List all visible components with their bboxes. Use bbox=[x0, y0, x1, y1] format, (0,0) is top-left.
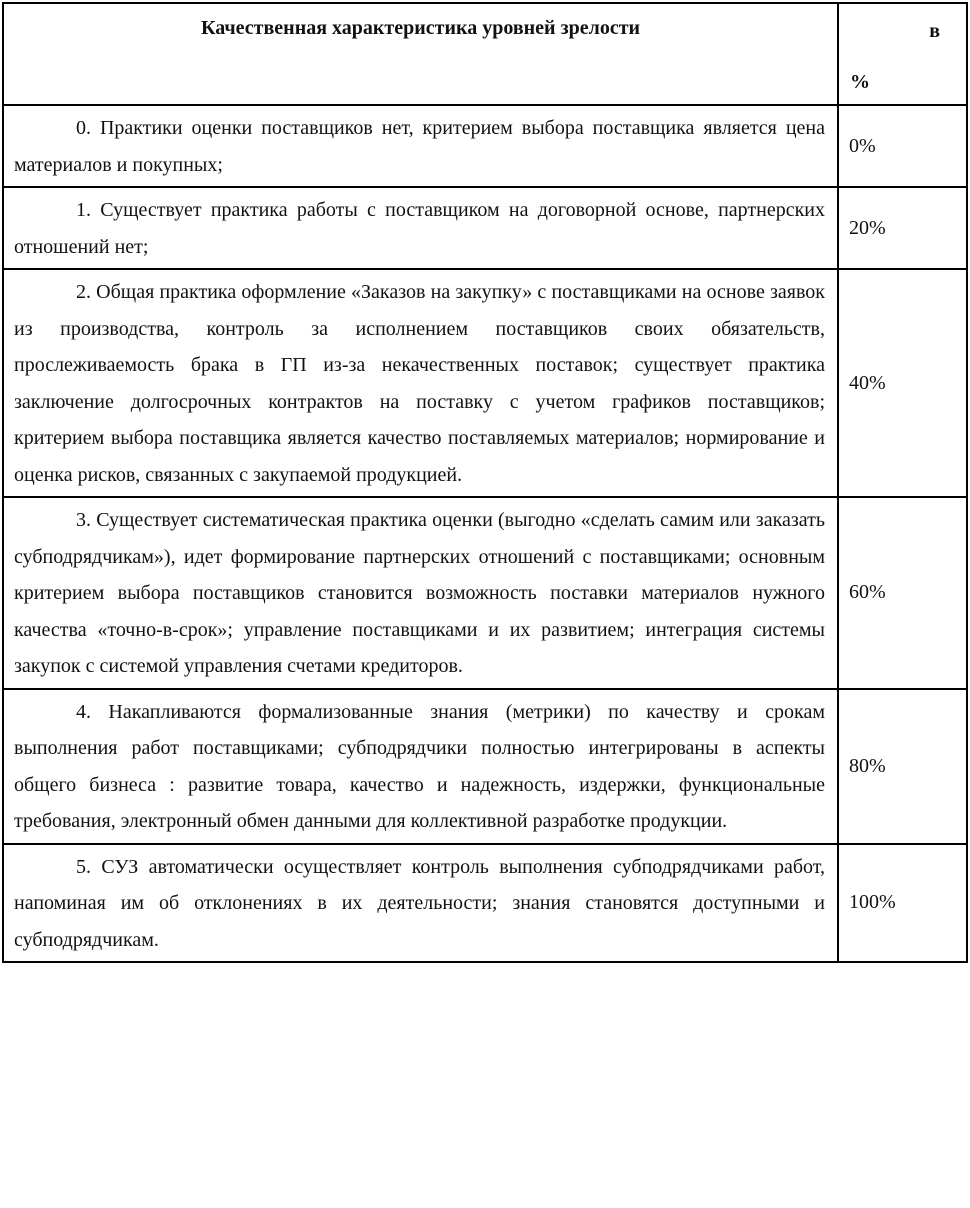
level-4-description: 4. Накапливаются формализованные знания (метрики) по качеству и срокам выполнения работ поставщиками; субподрядчики полностью интегрированы в аспекты общего бизнеса : развитие товара, качество и надежность, издержки, функциональные требования, электронный обмен данными для коллективной разработке продукции. bbox=[14, 700, 825, 832]
level-description-cell bbox=[3, 497, 838, 689]
maturity-levels-table bbox=[2, 2, 968, 963]
level-description-cell bbox=[3, 269, 838, 497]
level-description-cell bbox=[3, 105, 838, 187]
level-5-description: 5. СУЗ автоматически осуществляет контроль выполнения субподрядчиками работ, напоминая им об отклонениях в их деятельности; знания становятся доступными и субподрядчикам. bbox=[14, 855, 825, 951]
level-0-description: 0. Практики оценки поставщиков нет, критерием выбора поставщика является цена материалов и покупных; bbox=[14, 117, 825, 176]
table-row bbox=[3, 689, 967, 844]
level-description-cell bbox=[3, 689, 838, 844]
level-0-percent: 0% bbox=[838, 105, 967, 187]
level-description-cell bbox=[3, 844, 838, 963]
level-4-percent: 80% bbox=[838, 689, 967, 844]
table-row bbox=[3, 187, 967, 269]
header-title-cell: Качественная характеристика уровней зрелости bbox=[3, 3, 838, 105]
table-row bbox=[3, 497, 967, 689]
table-row bbox=[3, 105, 967, 187]
header-unit-bottom: % bbox=[850, 71, 870, 93]
level-3-percent: 60% bbox=[838, 497, 967, 689]
level-1-description: 1. Существует практика работы с поставщиком на договорной основе, партнерских отношений нет; bbox=[14, 199, 825, 258]
header-unit-top: в bbox=[929, 20, 940, 42]
level-3-description: 3. Существует систематическая практика оценки (выгодно «сделать самим или заказать субподрядчикам»), идет формирование партнерских отношений с поставщиками; основным критерием выбора поставщиков становится возможность поставки материалов нужного качества «точно-в-срок»; управление поставщиками и их развитием; интеграция системы закупок с системой управления счетами кредиторов. bbox=[14, 509, 825, 677]
level-5-percent: 100% bbox=[838, 844, 967, 963]
level-2-percent: 40% bbox=[838, 269, 967, 497]
level-description-cell bbox=[3, 187, 838, 269]
header-unit-cell bbox=[838, 3, 967, 105]
level-2-description: 2. Общая практика оформление «Заказов на закупку» с поставщиками на основе заявок из производства, контроль за исполнением поставщиков своих обязательств, прослеживаемость брака в ГП из-за некачественных поставок; существует практика заключение долгосрочных контрактов на поставку с учетом графиков поставщиков; критерием выбора поставщика является качество поставляемых материалов; нормирование и оценка рисков, связанных с закупаемой продукцией. bbox=[14, 281, 825, 486]
table-row bbox=[3, 844, 967, 963]
level-1-percent: 20% bbox=[838, 187, 967, 269]
table-row bbox=[3, 269, 967, 497]
table-header-row bbox=[3, 3, 967, 105]
